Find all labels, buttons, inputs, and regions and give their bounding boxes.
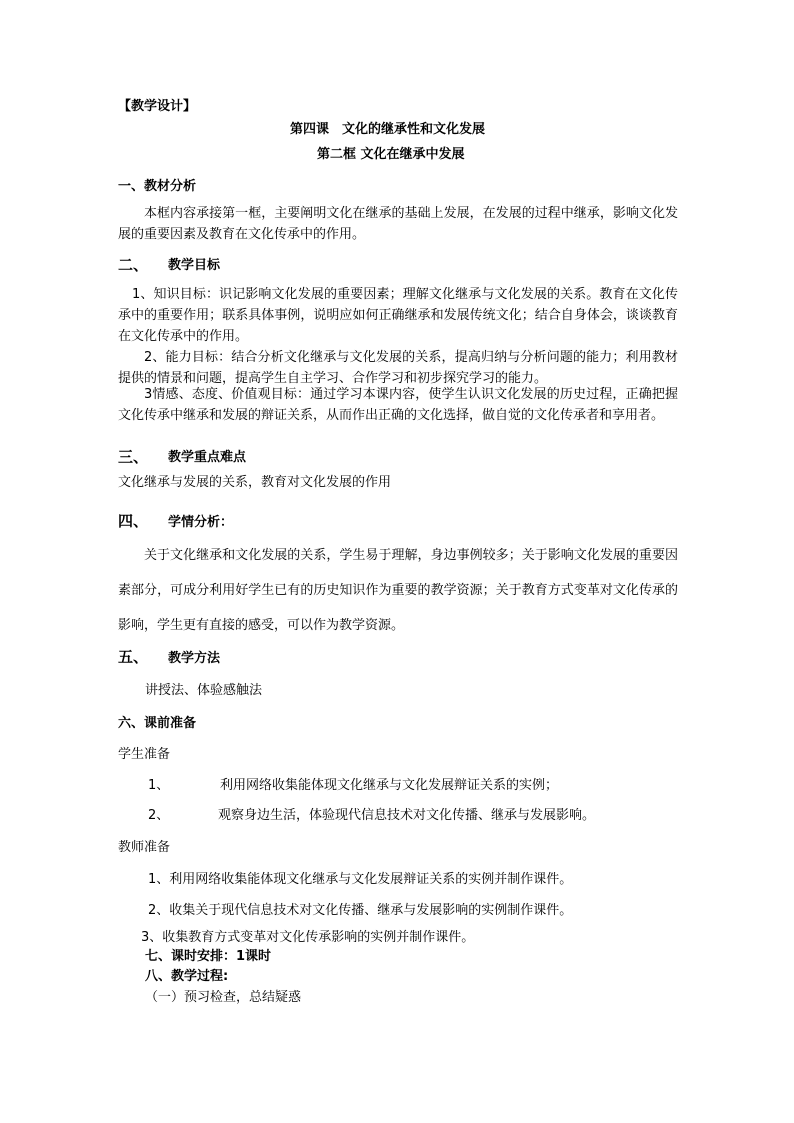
section2-attitude-goal: 3情感、态度、价值观目标：通过学习本课内容，使学生认识文化发展的历史过程，正确把握文化传承中继承和发展的辩证关系，从而作出正确的文化选择，做自觉的文化传承者和享用者。: [118, 387, 678, 423]
section2-ability-goal: 2、能力目标：结合分析文化继承与文化发展的关系，提高归纳与分析问题的能力；利用教材提供的情景和问题，提高学生自主学习、合作学习和初步探究学习的能力。: [118, 350, 678, 386]
student-item-2-number: 2、: [148, 808, 170, 823]
student-prep-label: 学生准备: [118, 747, 171, 762]
doc-tag: 【教学设计】: [118, 99, 197, 114]
section6-heading: 六、课前准备: [118, 716, 197, 731]
section1-heading: 一、教材分析: [118, 179, 197, 194]
section3-body: 文化继承与发展的关系，教育对文化发展的作用: [118, 475, 392, 490]
section4-body: 关于文化继承和文化发展的关系，学生易于理解，身边事例较多；关于影响文化发展的重要因素部分，可成分利用好学生已有的历史知识作为重要的教学资源；关于教育方式变革对文化传承的影响，学生更有直接的感受，可以作为教学资源。: [118, 548, 678, 633]
section3-heading: 教学重点难点: [168, 450, 247, 465]
section4-heading: 学情分析：: [168, 515, 234, 530]
section3-number: 三、: [118, 448, 149, 466]
section5-heading: 教学方法: [168, 651, 221, 666]
section2-knowledge-goal: 1、知识目标：识记影响文化发展的重要因素；理解文化继承与文化发展的关系。教育在文化传承中的重要作用；联系具体事例，说明应如何正确继承和发展传统文化；结合自身体会，谈谈教育在文化传承中的作用。: [118, 287, 678, 344]
student-item-1-number: 1、: [148, 778, 170, 793]
section8-heading: 八、教学过程:: [145, 969, 229, 984]
section5-body: 讲授法、体验感触法: [145, 683, 263, 698]
student-item-2-text: 观察身边生活，体验现代信息技术对文化传播、继承与发展影响。: [218, 808, 596, 823]
teacher-item-2: 2、收集关于现代信息技术对文化传播、继承与发展影响的实例制作课件。: [148, 903, 573, 918]
section2-number: 二、: [118, 256, 149, 274]
section1-body: 本框内容承接第一框，主要阐明文化在继承的基础上发展，在发展的过程中继承，影响文化发展的重要因素及教育在文化传承中的作用。: [118, 206, 678, 242]
section2-heading: 教学目标: [168, 258, 221, 273]
section5-number: 五、: [118, 648, 149, 666]
doc-subtitle: 第二框 文化在继承中发展: [317, 147, 465, 162]
teacher-prep-label: 教师准备: [118, 840, 171, 855]
doc-title: 第四课 文化的继承性和文化发展: [290, 122, 486, 137]
teacher-item-3: 3、收集教育方式变革对文化传承影响的实例并制作课件。: [141, 930, 475, 945]
section4-number: 四、: [118, 512, 149, 530]
section7-schedule: 七、课时安排：1课时: [145, 949, 272, 964]
teacher-item-1: 1、利用网络收集能体现文化继承与文化发展辩证关系的实例并制作课件。: [148, 872, 573, 887]
section8-item-1: （一）预习检查，总结疑惑: [145, 990, 302, 1005]
student-item-1-text: 利用网络收集能体现文化继承与文化发展辩证关系的实例；: [220, 778, 559, 793]
